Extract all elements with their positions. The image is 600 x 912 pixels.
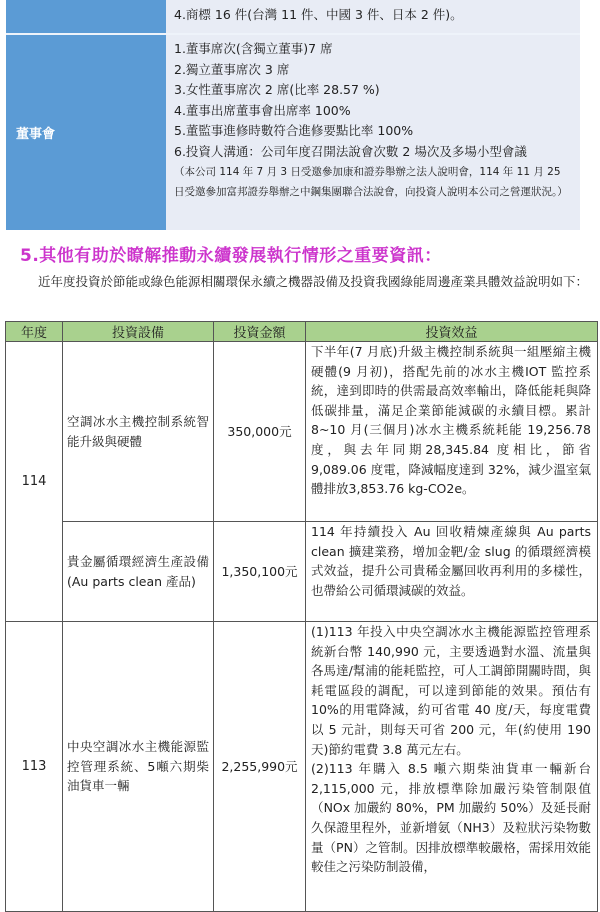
year-cell: 114	[6, 342, 63, 622]
benefit-cell: 下半年(7 月底)升級主機控制系統與一組壓縮主機硬體(9 月初)，搭配先前的冰水主機IOT 監控系統，達到即時的供需最高效率輸出，降低能耗與降低碳排量，滿足企業節能減碳的永續目標。累計 8~10 月(三個月)冰水主機系統耗能 19,256.78 度，與去年同期28,345.84 度相比，節省 9,089.06 度電，降減幅度達到 32%，減少溫室氣體排放3,853.76 kg-CO2e。	[306, 342, 598, 522]
board-item: 6.投資人溝通：公司年度召開法說會次數 2 場次及多場小型會議	[174, 143, 527, 159]
board-details	[166, 35, 580, 230]
header-amount: 投資金額	[214, 322, 306, 342]
board-item: 4.董事出席董事會出席率 100%	[174, 102, 351, 118]
benefit-cell: 114 年持續投入 Au 回收精煉產線與 Au parts clean 擴建業務，增加金靶/金 slug 的循環經濟模式效益，提升公司貴稀金屬回收再利用的多樣性，也帶給公司循環減碳的效益。	[306, 522, 598, 622]
benefit-part: (2)113 年購入 8.5 噸六期柴油貨車一輛新台 2,115,000 元，排放標準除加嚴污染管制限值（NOx 加嚴約 80%，PM 加嚴約 50%）及延長耐久保證里程外，並新增氨（NH3）及粒狀污染物數量（PN）之管制。因排放標準較嚴格，需採用效能較佳之污染防制設備，	[311, 761, 591, 875]
board-row	[6, 35, 580, 230]
equipment-cell: 空調冰水主機控制系統智能升級與硬體	[63, 342, 214, 522]
amount-cell: 1,350,100元	[214, 522, 306, 622]
section-title: 5.其他有助於瞭解推動永續發展執行情形之重要資訊：	[20, 246, 442, 266]
trademark-text: 4.商標 16 件(台灣 11 件、中國 3 件、日本 2 件)。	[166, 0, 580, 33]
trademark-row-label	[6, 0, 166, 33]
equipment-cell: 貴金屬循環經濟生產設備 (Au parts clean 產品)	[63, 522, 214, 622]
year-cell: 113	[6, 622, 63, 912]
amount-cell: 350,000元	[214, 342, 306, 522]
board-item: 5.董監事進修時數符合進修要點比率 100%	[174, 123, 414, 138]
board-item: 1.董事席次(含獨立董事)7 席	[174, 41, 333, 56]
equipment-cell: 中央空調冰水主機能源監控管理系統、5噸六期柴油貨車一輛	[63, 622, 214, 912]
board-item: 2.獨立董事席次 3 席	[174, 61, 290, 77]
header-benefit: 投資效益	[306, 322, 598, 342]
amount-cell: 2,255,990元	[214, 622, 306, 912]
board-item: 3.女性董事席次 2 席(比率 28.57 %)	[174, 82, 380, 97]
board-row-label: 董事會	[6, 35, 166, 230]
table-header-row	[6, 322, 598, 342]
section-intro: 近年度投資於節能或綠色能源相關環保永續之機器設備及投資我國綠能周邊產業具體效益說明如下：	[38, 274, 589, 289]
board-note: （本公司 114 年 7 月 3 日受邀參加康和證券舉辦之法人說明會，114 年 11 月 25 日受邀參加富邦證券舉辦之中鋼集團聯合法說會，向投資人說明本公司之營運狀況。）	[174, 166, 568, 198]
header-equipment: 投資設備	[63, 322, 214, 342]
table-row	[6, 622, 598, 912]
header-year: 年度	[6, 322, 63, 342]
investment-table	[5, 321, 598, 912]
table-row	[6, 342, 598, 522]
benefit-cell	[306, 622, 598, 912]
benefit-part: (1)113 年投入中央空調冰水主機能源監控管理系統新台幣 140,990 元，主要透過對水溫、流量與各馬達/幫浦的能耗監控，可人工調節開關時間，與耗電區段的調配，可以達到節能的效果。預估有 10%的用電降減，約可省電 40 度/天，每度電費以 5 元計，則每天可省 200 元，年(約使用 190 天)節約電費 3.8 萬元左右。	[311, 624, 591, 757]
trademark-row	[6, 0, 580, 35]
table-row	[6, 522, 598, 622]
board-info-table	[6, 0, 580, 230]
